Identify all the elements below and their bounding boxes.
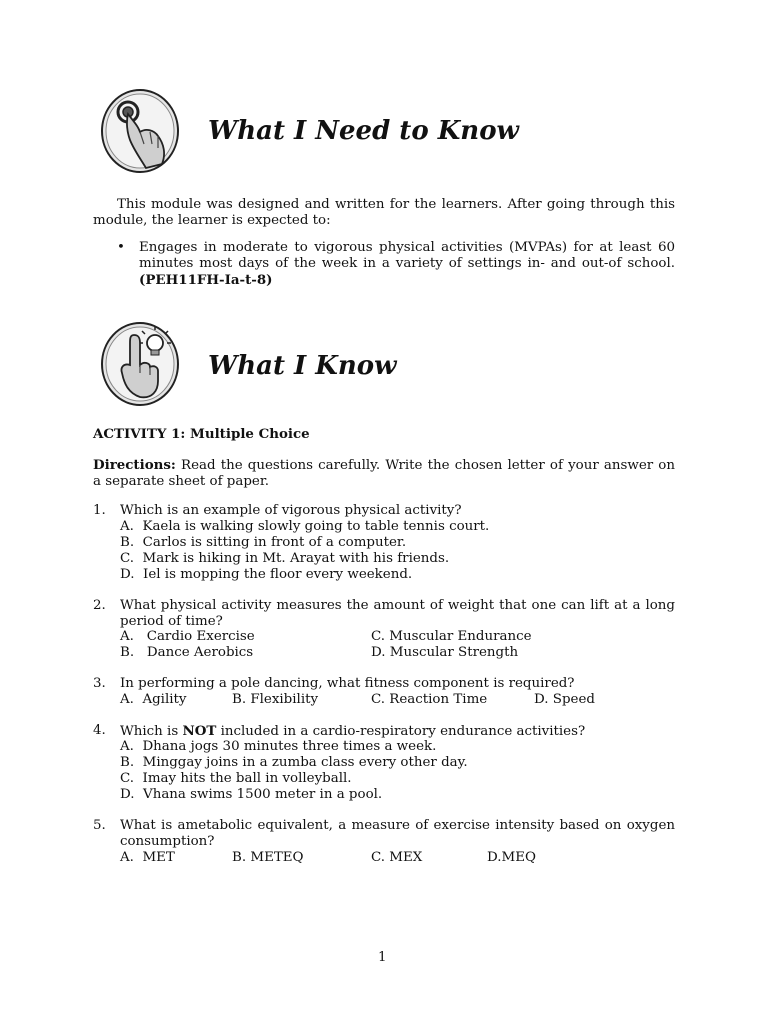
- bullet-dot: •: [117, 240, 125, 255]
- answer-option: D. Speed: [534, 692, 595, 707]
- question-text: What physical activity measures the amount of weight that one can lift at a long period of time?: [120, 598, 675, 629]
- answer-option: D.MEQ: [487, 850, 536, 865]
- question-number: 2.: [93, 598, 106, 613]
- question-text: In performing a pole dancing, what fitness component is required?: [120, 676, 575, 691]
- answer-option: C. Mark is hiking in Mt. Arayat with his friends.: [120, 551, 450, 566]
- question-number: 5.: [93, 818, 106, 833]
- learning-competency: [139, 240, 675, 289]
- question-text-end: included in a cardio-respiratory endurance activities?: [216, 724, 586, 739]
- answer-option: A. Agility: [120, 692, 187, 707]
- competency-code: (PEH11FH-Ia-t-8): [139, 272, 273, 288]
- answer-option: C. Reaction Time: [371, 692, 488, 707]
- answer-option: D. Muscular Strength: [371, 645, 519, 660]
- answer-option: A. Dhana jogs 30 minutes three times a week.: [120, 739, 437, 754]
- section-title-what-i-know: What I Know: [208, 351, 397, 381]
- answer-option: B. Dance Aerobics: [120, 645, 254, 660]
- answer-option: B. Minggay joins in a zumba class every other day.: [120, 755, 468, 770]
- answer-option: C. MEX: [371, 850, 423, 865]
- answer-option: B. METEQ: [232, 850, 304, 865]
- raised-finger-lightbulb-icon: [100, 321, 180, 407]
- question-text: What is ametabolic equivalent, a measure of exercise intensity based on oxygen consumption?: [120, 818, 675, 849]
- question-number: 3.: [93, 676, 106, 691]
- question-number: 1.: [93, 503, 106, 518]
- question-text: Which is an example of vigorous physical activity?: [120, 503, 462, 518]
- directions-text: Read the questions carefully. Write the chosen letter of your answer on a separate sheet of paper.: [93, 458, 675, 489]
- question-text: [120, 723, 675, 740]
- answer-option: D. Vhana swims 1500 meter in a pool.: [120, 787, 383, 802]
- answer-option: A. Kaela is walking slowly going to table tennis court.: [120, 519, 490, 534]
- question-emphasis: NOT: [182, 723, 217, 739]
- answer-option: A. MET: [120, 850, 175, 865]
- activity-title-text: ACTIVITY 1: Multiple Choice: [93, 426, 310, 442]
- question-number: 4.: [93, 723, 106, 738]
- answer-option: B. Flexibility: [232, 692, 319, 707]
- page-number: 1: [378, 950, 387, 965]
- pointing-hand-icon: [100, 88, 180, 174]
- section-title-what-i-need-to-know: What I Need to Know: [208, 116, 519, 146]
- answer-option: A. Cardio Exercise: [120, 629, 255, 644]
- directions-label: Directions:: [93, 457, 176, 473]
- directions: [93, 457, 675, 490]
- answer-option: B. Carlos is sitting in front of a computer.: [120, 535, 407, 550]
- answer-option: C. Imay hits the ball in volleyball.: [120, 771, 352, 786]
- answer-option: D. Iel is mopping the floor every weekend.: [120, 567, 413, 582]
- question-text-start: Which is: [120, 724, 183, 739]
- competency-text: Engages in moderate to vigorous physical activities (MVPAs) for at least 60 minutes most days of the week in a variety of settings in- and out-of school.: [139, 240, 675, 271]
- intro-text: This module was designed and written for the learners. After going through this module, the learner is expected to:: [93, 197, 675, 228]
- answer-option: C. Muscular Endurance: [371, 629, 532, 644]
- intro-paragraph: [93, 197, 675, 229]
- activity-title: [93, 426, 310, 443]
